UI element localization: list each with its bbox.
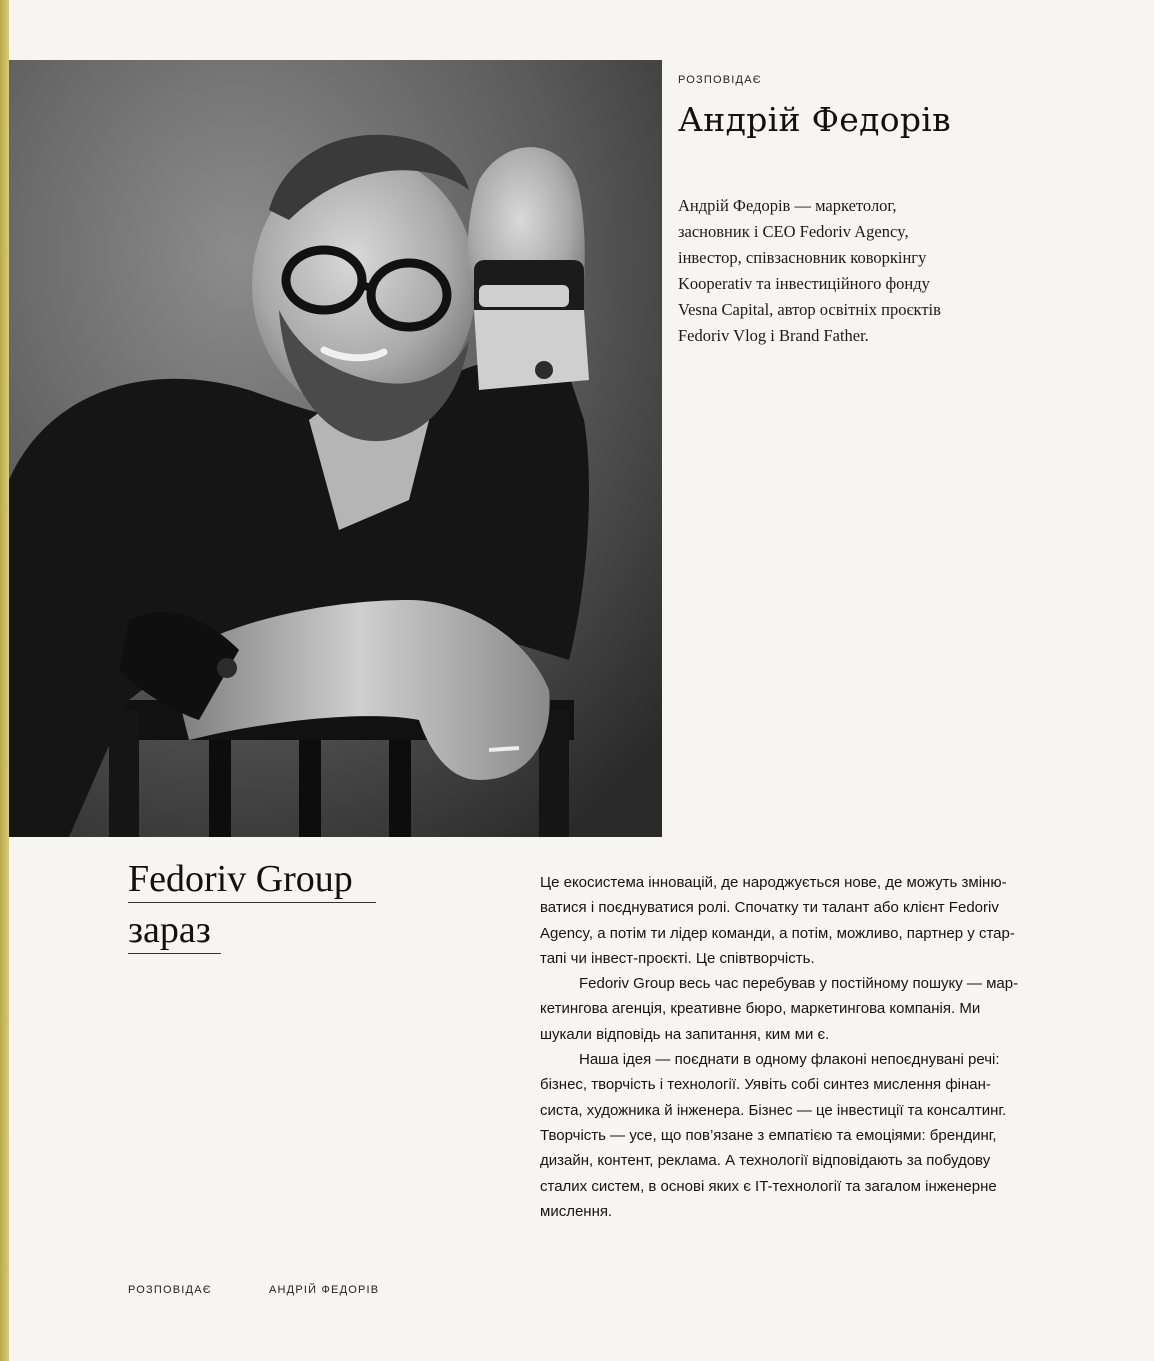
body-line: дизайн, контент, реклама. А технології відповідають за побудову [540,1152,991,1170]
body-line: Наша ідея — поєднати в одному флаконі непоєднувані речі: [579,1051,1000,1069]
body-line: бізнес, творчість і технології. Уявіть собі синтез мислення фінан- [540,1076,991,1094]
body-line: ватися і поєднуватися ролі. Спочатку ти талант або клієнт Fedoriv [540,899,999,917]
body-line: тапі чи інвест-проєкті. Це співтворчість. [540,949,815,967]
body-line: систа, художника й інженера. Бізнес — це інвестиції та консалтинг. [540,1101,1007,1119]
page-spine-edge [0,0,9,1361]
bio-line: Kooperativ та інвестиційного фонду [678,274,930,293]
footer-author-label: АНДРІЙ ФЕДОРІВ [269,1284,380,1296]
bio-line: засновник і CEO Fedoriv Agency, [678,222,909,241]
body-line: Agency, а потім ти лідер команди, а потім, можливо, партнер у стар- [540,924,1015,942]
body-line: Fedoriv Group весь час перебував у постійному пошуку — мар- [579,975,1019,993]
article-body [540,870,1080,1224]
body-line: Це екосистема інновацій, де народжується нове, де можуть зміню- [540,874,1007,891]
footer-section-label: РОЗПОВІДАЄ [128,1284,212,1296]
body-line: сталих систем, в основі яких є IT-технології та загалом інженерне [540,1177,997,1195]
kicker-label: РОЗПОВІДАЄ [678,74,762,86]
author-portrait-photo [9,60,662,837]
body-line: кетингова агенція, креативне бюро, маркетингова компанія. Ми [540,1000,981,1018]
bio-line: інвестор, співзасновник коворкінгу [678,248,927,267]
bio-line: Vesna Capital, автор освітніх проєктів [678,300,941,319]
section-title-line: Fedoriv Group [128,856,376,903]
bio-line: Fedoriv Vlog і Brand Father. [678,326,869,345]
author-bio [678,193,1038,349]
section-title [128,856,376,958]
body-line: шукали відповідь на запитання, ким ми є. [540,1025,830,1043]
body-line: Творчість — усе, що пов’язане з емпатією та емоціями: брендинг, [540,1126,997,1144]
author-name-heading: Андрій Федорів [678,100,952,139]
body-line: мислення. [540,1202,613,1220]
section-title-line: зараз [128,907,221,954]
bio-line: Андрій Федорів — маркетолог, [678,196,897,215]
